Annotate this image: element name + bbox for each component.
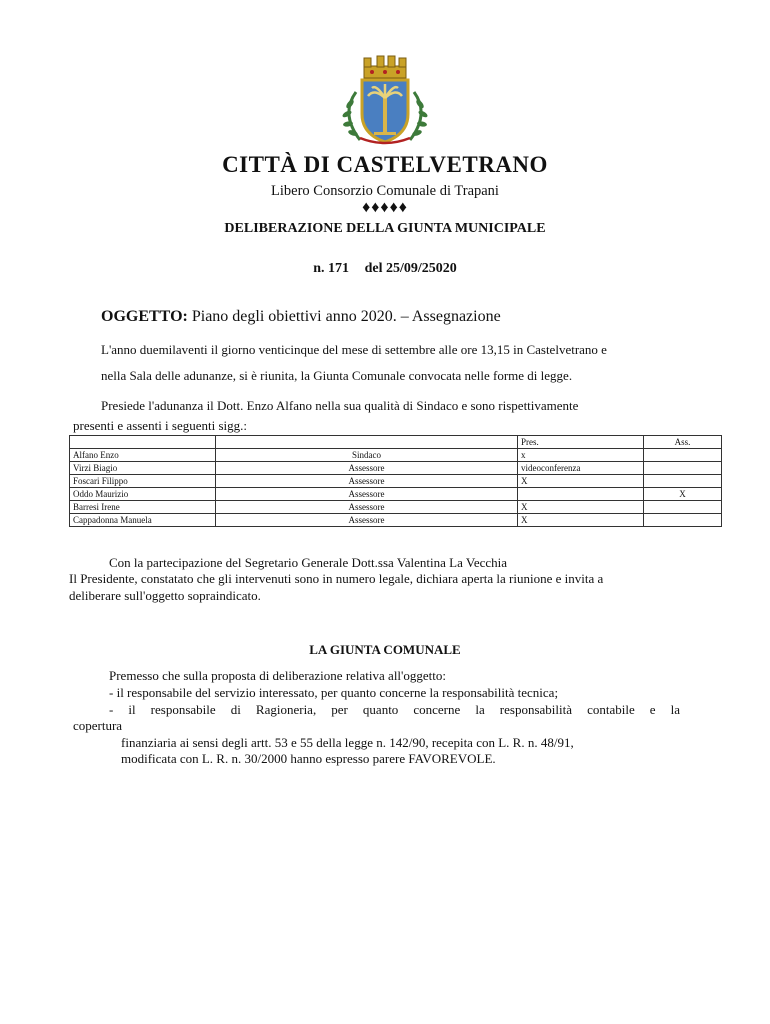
deliberation-title: DELIBERAZIONE DELLA GIUNTA MUNICIPALE (224, 221, 546, 236)
header-cell-role (216, 436, 518, 449)
accounting-opinion-continuation: copertura (73, 718, 123, 733)
table-row (70, 475, 722, 488)
attendance-header-row (70, 436, 722, 449)
deliberation-number-line (0, 261, 770, 277)
member-role: Sindaco (216, 449, 518, 462)
table-row (70, 449, 722, 462)
header-cell-present: Pres. (518, 436, 644, 449)
table-row (70, 501, 722, 514)
member-present: videoconferenza (518, 462, 644, 475)
member-name: Barresi Irene (70, 501, 216, 514)
member-present: x (518, 449, 644, 462)
secretary-line: Con la partecipazione del Segretario Generale Dott.ssa Valentina La Vecchia (109, 555, 508, 570)
accounting-opinion-line: - il responsabile di Ragioneria, per quanto concerne la responsabilità contabile e la (109, 702, 680, 717)
member-absent (644, 501, 722, 514)
table-row (70, 514, 722, 527)
member-role: Assessore (216, 488, 518, 501)
member-absent (644, 475, 722, 488)
deliberation-number: n. 171 (313, 261, 350, 276)
intro-line-2: nella Sala delle adunanze, si è riunita, la Giunta Comunale convocata nelle forme di legge. (101, 368, 573, 383)
subject-label: OGGETTO: (101, 308, 188, 325)
consortium-name: Libero Consorzio Comunale di Trapani (271, 183, 499, 199)
table-row (70, 462, 722, 475)
intro-line-4: presenti e assenti i seguenti sigg.: (73, 418, 248, 433)
header-cell-absent: Ass. (644, 436, 722, 449)
city-name: CITTÀ DI CASTELVETRANO (222, 152, 548, 177)
member-present: X (518, 501, 644, 514)
diamond-separator: ♦♦♦♦♦ (362, 199, 408, 216)
intro-line-3: Presiede l'adunanza il Dott. Enzo Alfano nella sua qualità di Sindaco e sono rispettivamente (101, 398, 579, 413)
member-role: Assessore (216, 462, 518, 475)
member-present: X (518, 475, 644, 488)
member-name: Foscari Filippo (70, 475, 216, 488)
deliberate-line: deliberare sull'oggetto sopraindicato. (69, 588, 261, 603)
favorable-opinion-line: modificata con L. R. n. 30/2000 hanno espresso parere FAVOREVOLE. (121, 751, 496, 766)
deliberation-date: del 25/09/25020 (364, 261, 457, 276)
member-role: Assessore (216, 514, 518, 527)
member-role: Assessore (216, 475, 518, 488)
member-name: Oddo Maurizio (70, 488, 216, 501)
subject-text: Piano degli obiettivi anno 2020. – Assegnazione (187, 308, 501, 325)
intro-line-1: L'anno duemilaventi il giorno venticinque del mese di settembre alle ore 13,15 in Castelvetrano e (101, 342, 607, 357)
giunta-heading: LA GIUNTA COMUNALE (309, 642, 461, 657)
premise-line: Premesso che sulla proposta di deliberazione relativa all'oggetto: (109, 668, 446, 683)
member-absent (644, 449, 722, 462)
member-present (518, 488, 644, 501)
city-coat-of-arms (326, 52, 444, 148)
attendance-table (69, 435, 722, 527)
member-absent (644, 514, 722, 527)
header-cell-name (70, 436, 216, 449)
financial-coverage-line: finanziaria ai sensi degli artt. 53 e 55 della legge n. 142/90, recepita con L. R. n. 48/91, (121, 735, 574, 750)
technical-opinion-line: - il responsabile del servizio interessato, per quanto concerne la responsabilità tecnica; (109, 685, 559, 700)
member-role: Assessore (216, 501, 518, 514)
president-line: Il Presidente, constatato che gli intervenuti sono in numero legale, dichiara aperta la riunione e invita a (69, 571, 604, 586)
member-absent (644, 462, 722, 475)
member-name: Alfano Enzo (70, 449, 216, 462)
table-row (70, 488, 722, 501)
member-name: Cappadonna Manuela (70, 514, 216, 527)
member-name: Virzi Biagio (70, 462, 216, 475)
subject-line (101, 308, 501, 326)
member-present: X (518, 514, 644, 527)
member-absent: X (644, 488, 722, 501)
